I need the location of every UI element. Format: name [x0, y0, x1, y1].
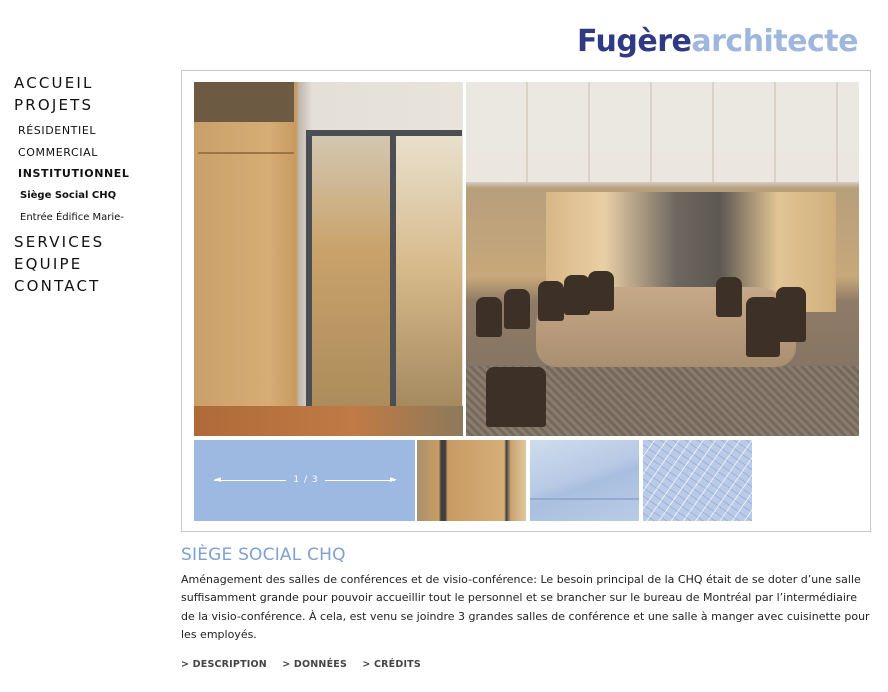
photo-detail [530, 498, 639, 500]
photo-detail [194, 82, 294, 122]
photo-detail [486, 367, 546, 427]
nav-sub-commercial[interactable]: COMMERCIAL [18, 145, 98, 159]
main-photo-door [194, 82, 463, 436]
logo-part-architecte: architecte [691, 24, 858, 59]
site-logo[interactable] [577, 24, 858, 59]
link-description[interactable]: > DESCRIPTION [181, 659, 267, 670]
nav-projets-submenu [14, 120, 174, 229]
nav-project-entree-edifice[interactable]: Entrée Édifice Marie- [20, 211, 124, 223]
next-arrow-line[interactable] [325, 480, 395, 481]
photo-detail [643, 440, 752, 521]
link-donnees[interactable]: > DONNÉES [282, 659, 347, 670]
logo-part-fugere: Fugère [577, 24, 692, 59]
gallery-page-indicator: 1 / 3 [293, 475, 319, 485]
link-credits[interactable]: > CRÉDITS [362, 659, 421, 670]
nav-sub-institutionnel[interactable]: INSTITUTIONNEL [18, 167, 130, 180]
photo-detail [538, 281, 564, 321]
nav-projets[interactable]: PROJETS [14, 96, 94, 114]
nav-contact[interactable]: CONTACT [14, 276, 101, 295]
nav-sub-residentiel[interactable]: RÉSIDENTIEL [18, 124, 97, 137]
nav-services[interactable]: SERVICES [14, 232, 105, 251]
gallery-thumbnail-2[interactable] [530, 440, 639, 521]
gallery-thumbnail-1[interactable] [417, 440, 526, 521]
project-description: Aménagement des salles de conférences et de visio-conférence: Le besoin principal de la CHQ était de se doter d’une salle suffisamment grande pour pouvoir accueillir tout le personnel et se brancher sur le bureau de Montréal par l’intermédiaire de la visio-conférence. À cela, est venu se joindre 3 grandes salles de conférence et une salle à manger avec cuisinette pour les employés. [181, 573, 870, 642]
project-links [181, 659, 433, 670]
photo-detail [746, 297, 780, 357]
gallery-thumbnail-3[interactable] [643, 440, 752, 521]
photo-detail [564, 275, 590, 315]
photo-detail [588, 271, 614, 311]
photo-detail [476, 267, 846, 427]
gallery-pager-box[interactable] [194, 440, 415, 521]
gallery-frame [181, 70, 871, 532]
photo-detail [504, 289, 530, 329]
photo-detail [194, 406, 463, 436]
photo-detail [716, 277, 742, 317]
main-photo-conference-room [466, 82, 859, 436]
photo-detail [776, 287, 806, 342]
nav-equipe[interactable]: EQUIPE [14, 254, 83, 273]
main-nav [14, 72, 174, 297]
nav-project-siege-social[interactable]: Siège Social CHQ [20, 189, 117, 201]
photo-detail [476, 297, 502, 337]
photo-detail [306, 130, 396, 428]
prev-arrow-line[interactable] [214, 480, 286, 481]
photo-detail [198, 152, 294, 154]
next-arrow-icon[interactable]: ► [390, 475, 397, 485]
nav-accueil[interactable]: ACCUEIL [14, 74, 94, 92]
photo-detail [466, 82, 859, 182]
project-title: SIÈGE SOCIAL CHQ [181, 545, 346, 565]
